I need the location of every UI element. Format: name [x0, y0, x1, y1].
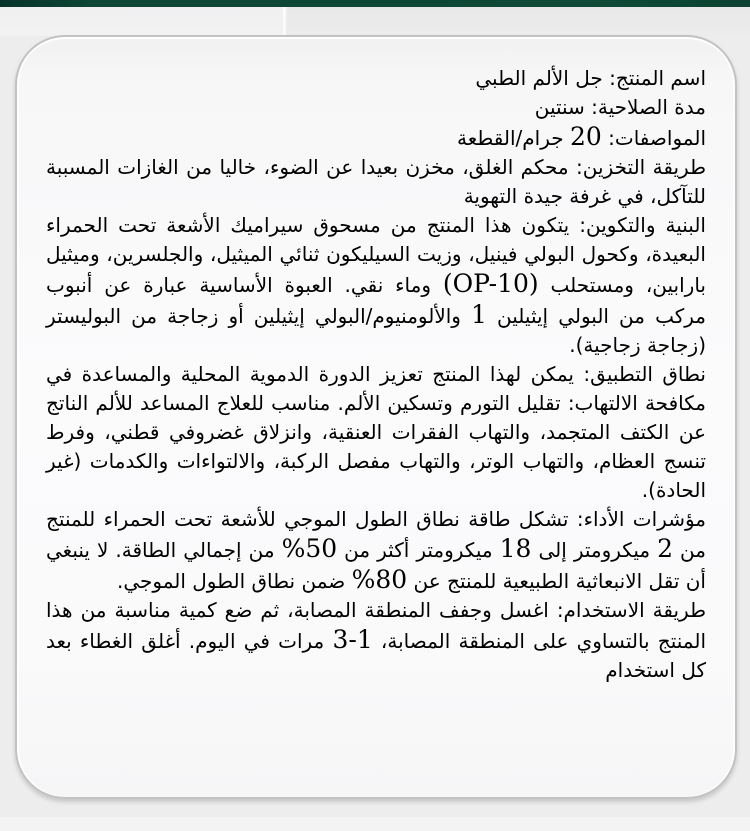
latin-number-text: 1-3: [332, 625, 373, 654]
latin-number-text: 20: [569, 122, 602, 151]
latin-number-text: 50%: [281, 534, 338, 563]
background-strip-left: [0, 7, 283, 36]
latin-number-text: 80%: [351, 565, 408, 594]
product-info-card: [15, 35, 737, 799]
usage-instructions-paragraph: طريقة الاستخدام: اغسل وجفف المنطقة المصابة، ثم ضع كمية مناسبة من هذا المنتج بالتساوي على المنطقة المصابة، 1-3 مرات في اليوم. أغلق الغطاء بعد كل استخدام: [46, 598, 706, 682]
specifications-line: المواصفات: 20 جرام/القطعة: [456, 122, 706, 151]
latin-number-text: (OP-10): [442, 269, 539, 298]
product-info-text: [17, 37, 735, 705]
background-seam-line: [282, 7, 287, 36]
latin-number-text: 1: [471, 300, 487, 329]
top-accent-bar: [0, 0, 750, 7]
background-bottom-strip: [0, 817, 750, 831]
latin-number-text: 18: [499, 534, 532, 563]
latin-number-text: 2: [657, 534, 674, 563]
composition-paragraph: البنية والتكوين: يتكون هذا المنتج من مسحوق سيراميك الأشعة تحت الحمراء البعيدة، وكحول البولي فينيل، وزيت السيليكون ثنائي الميثيل، والجلسرين، وميثيل بارابين، ومستحلب (OP-10) وماء نقي. العبوة الأساسية عبارة عن أنبوب مركب من البولي إيثيلين 1 والألومنيوم/البولي إيثيلين أو زجاجة من البوليستر (زجاجة زجاجية).: [46, 213, 706, 357]
background-strip-right: [287, 7, 750, 36]
performance-indicators-paragraph: مؤشرات الأداء: تشكل طاقة نطاق الطول الموجي للأشعة تحت الحمراء للمنتج من 2 ميكرومتر إلى 18 ميكرومتر أكثر من 50% من إجمالي الطاقة. لا ينبغي أن تقل الانبعاثية الطبيعية للمنتج عن 80% ضمن نطاق الطول الموجي.: [46, 507, 706, 594]
shelf-life-line: مدة الصلاحية: سنتين: [534, 95, 706, 119]
application-scope-paragraph: نطاق التطبيق: يمكن لهذا المنتج تعزيز الدورة الدموية المحلية والمساعدة في مكافحة الالتهاب: تقليل التورم وتسكين الألم. مناسب للعلاج المساعد للألم الناتج عن الكتف المتجمد، والتهاب الفقرات العنقية، وانزلاق غضروفي قطني، وفرط تنسج العظام، والتهاب الوتر، والتهاب مفصل الركبة، والالتواءات والكدمات (غير الحادة).: [46, 362, 706, 502]
storage-method-paragraph: طريقة التخزين: محكم الغلق، مخزن بعيدا عن الضوء، خاليا من الغازات المسببة للتآكل، في غرفة جيدة التهوية: [46, 155, 706, 208]
product-name-line: اسم المنتج: جل الألم الطبي: [475, 66, 706, 90]
